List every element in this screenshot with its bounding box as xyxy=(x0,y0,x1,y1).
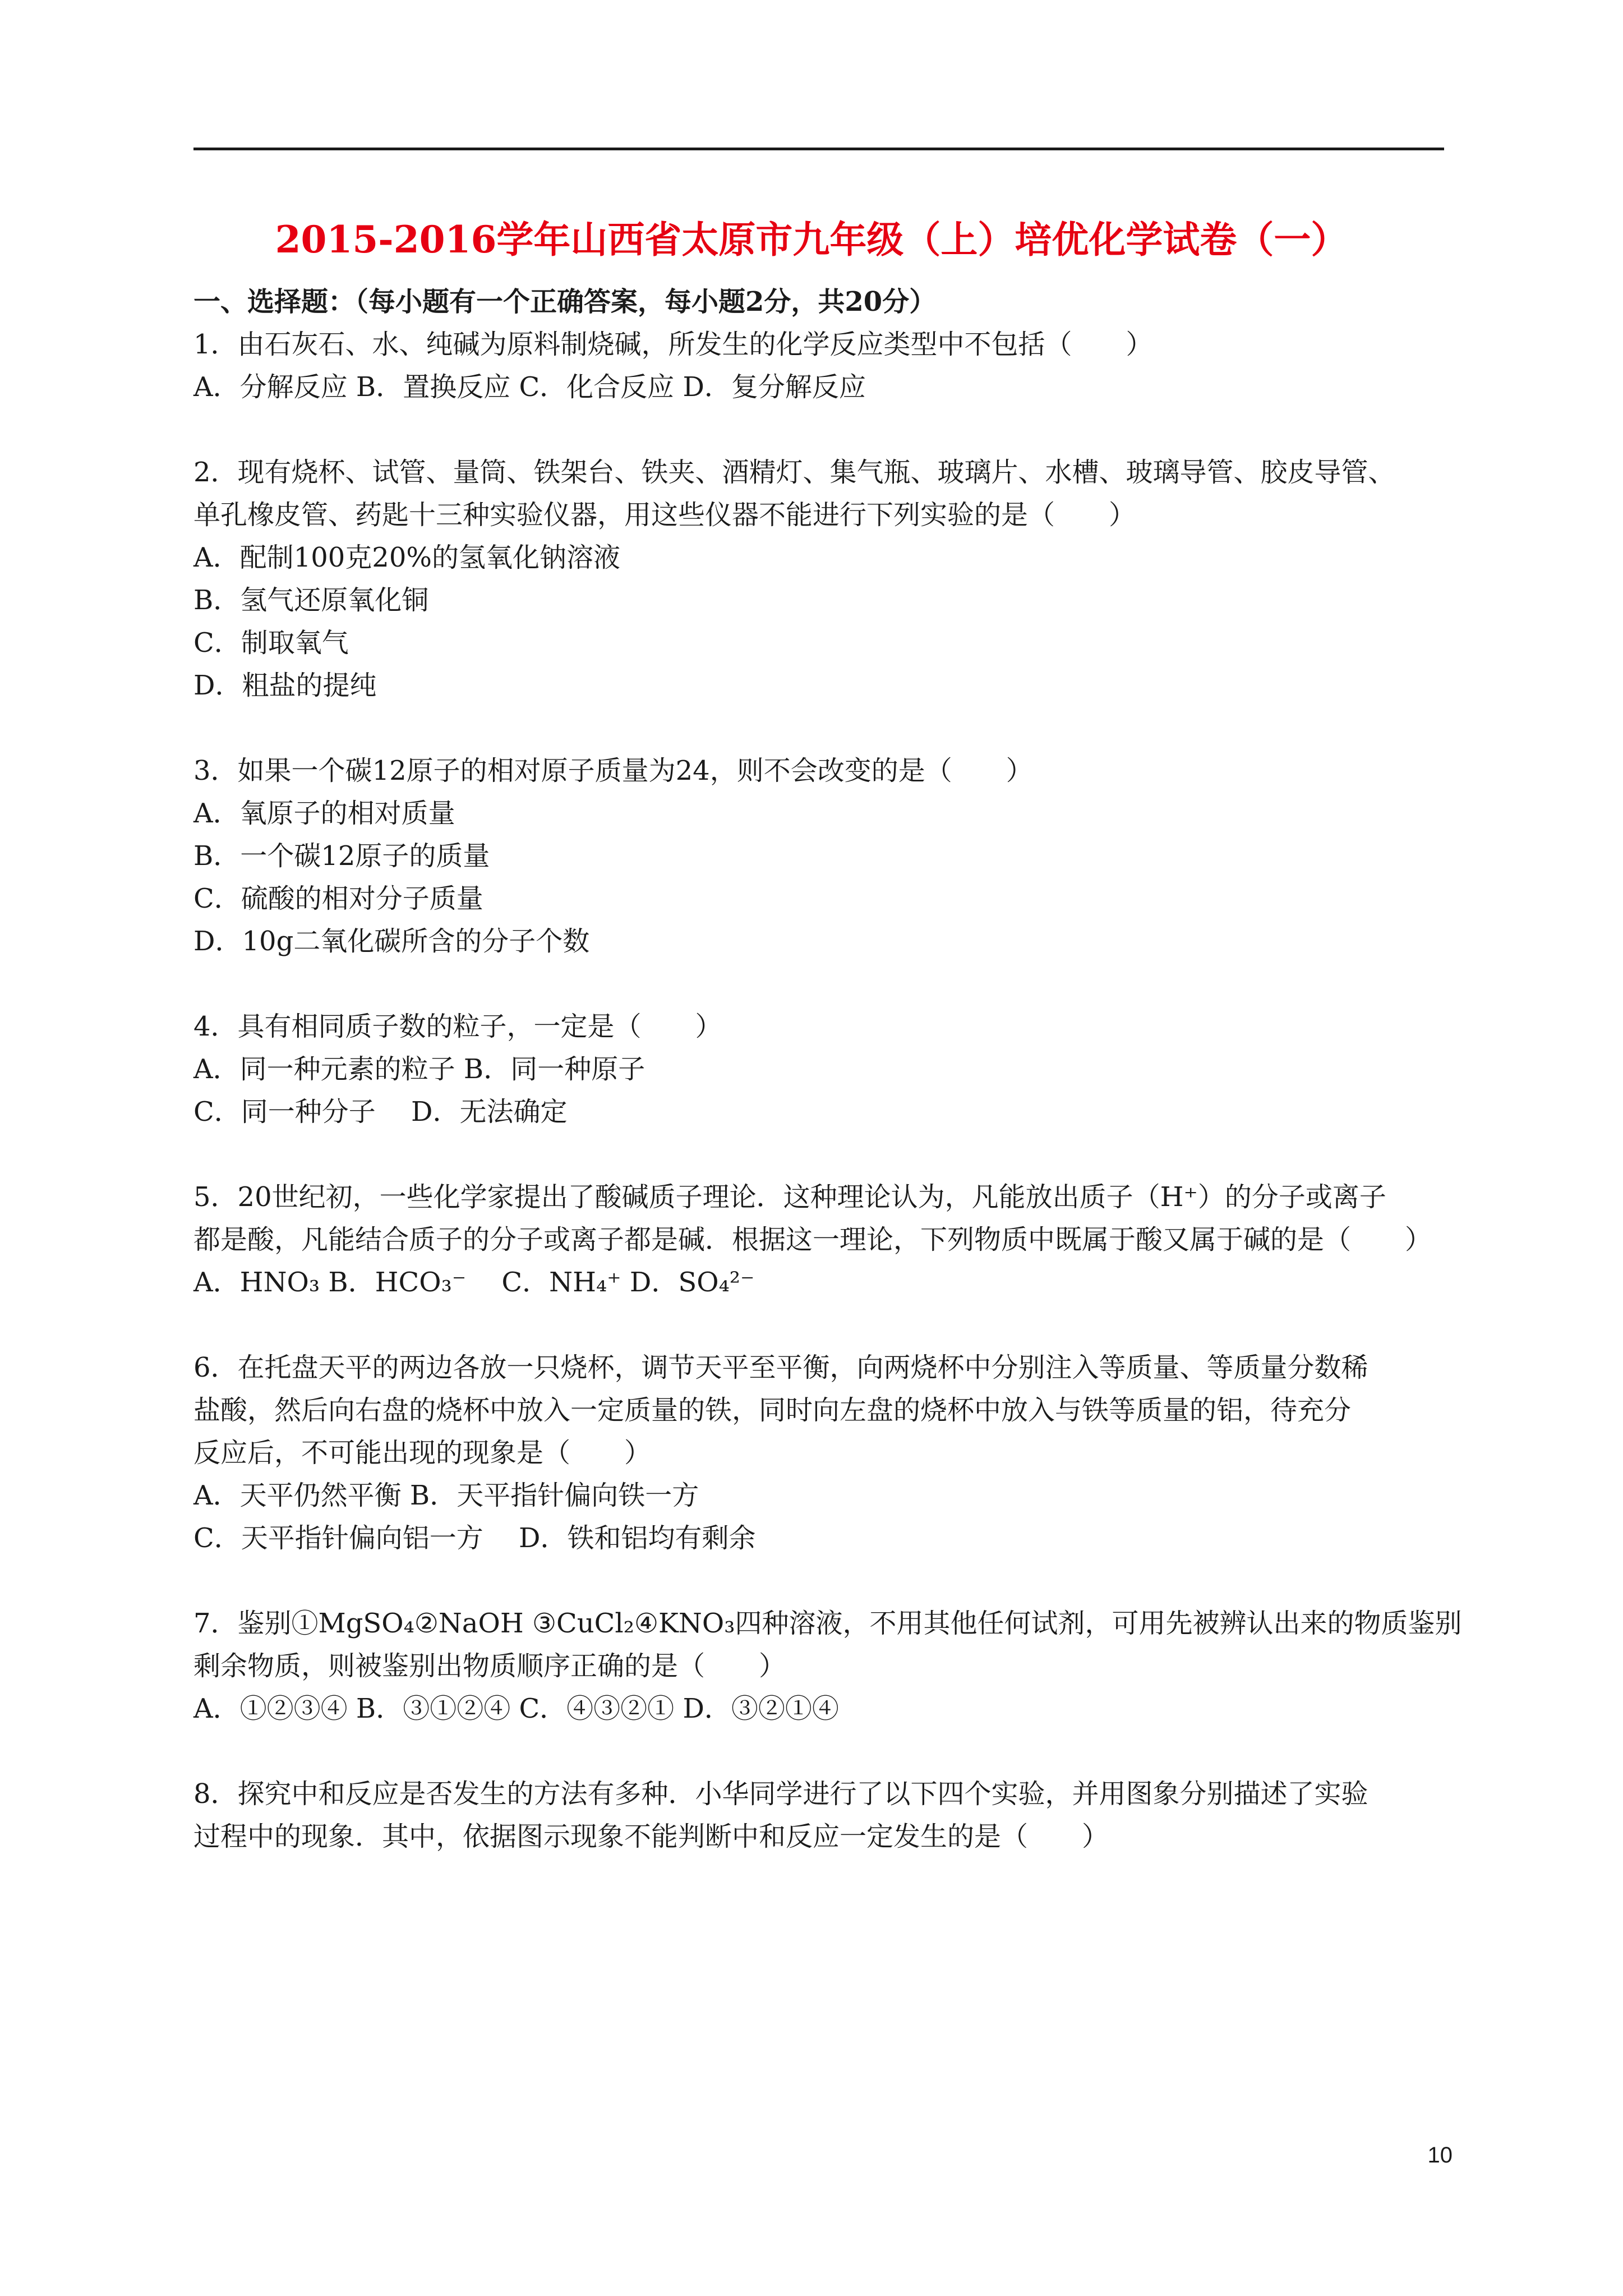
page-number: 10 xyxy=(1427,2143,1453,2168)
question-option: D．粗盐的提纯 xyxy=(193,670,377,701)
question-option: C．制取氧气 xyxy=(193,627,349,659)
question-option: C．硫酸的相对分子质量 xyxy=(193,883,483,914)
question-option: D．10g二氧化碳所含的分子个数 xyxy=(193,926,590,957)
question-6 xyxy=(193,1346,1444,1559)
exam-title: 2015-2016学年山西省太原市九年级（上）培优化学试卷（一） xyxy=(275,218,1348,261)
question-7 xyxy=(193,1602,1462,1730)
question-option: A．氧原子的相对质量 xyxy=(193,798,455,829)
question-stem: 过程中的现象．其中，依据图示现象不能判断中和反应一定发生的是（ ） xyxy=(193,1821,1109,1852)
question-stem: 2．现有烧杯、试管、量筒、铁架台、铁夹、酒精灯、集气瓶、玻璃片、水槽、玻璃导管、胶皮导管、 xyxy=(193,457,1395,488)
question-stem: 剩余物质，则被鉴别出物质顺序正确的是（ ） xyxy=(193,1650,786,1682)
question-option: B．一个碳12原子的质量 xyxy=(193,840,490,872)
question-option: A．配制100克20%的氢氧化钠溶液 xyxy=(193,542,620,573)
question-stem: 7．鉴别①MgSO₄②NaOH ③CuCl₂④KNO₃四种溶液，不用其他任何试剂，可用先被辨认出来的物质鉴别 xyxy=(193,1608,1462,1639)
question-option: C．天平指针偏向铝一方 D．铁和铝均有剩余 xyxy=(193,1522,756,1554)
question-1 xyxy=(193,323,1444,408)
question-stem: 3．如果一个碳12原子的相对原子质量为24，则不会改变的是（ ） xyxy=(193,755,1033,786)
question-option: A．同一种元素的粒子 B．同一种原子 xyxy=(193,1053,645,1085)
question-stem: 1．由石灰石、水、纯碱为原料制烧碱，所发生的化学反应类型中不包括（ ） xyxy=(193,329,1153,360)
question-option: A．①②③④ B．③①②④ C．④③②① D．③②①④ xyxy=(193,1693,839,1724)
question-option: B．氢气还原氧化铜 xyxy=(193,585,429,616)
question-stem: 8．探究中和反应是否发生的方法有多种．小华同学进行了以下四个实验，并用图象分别描述了实验 xyxy=(193,1778,1368,1810)
question-option: A．HNO₃ B．HCO₃⁻ C．NH₄⁺ D．SO₄²⁻ xyxy=(193,1267,755,1298)
section-heading: 一、选择题：（每小题有一个正确答案，每小题2分，共20分） xyxy=(193,286,937,318)
question-2 xyxy=(193,451,1444,707)
question-option: A．分解反应 B．置换反应 C．化合反应 D．复分解反应 xyxy=(193,371,866,403)
question-stem: 盐酸，然后向右盘的烧杯中放入一定质量的铁，同时向左盘的烧杯中放入与铁等质量的铝，待充分 xyxy=(193,1395,1352,1426)
exam-content xyxy=(193,280,1462,1858)
question-stem: 5．20世纪初，一些化学家提出了酸碱质子理论．这种理论认为，凡能放出质子（H⁺）的分子或离子 xyxy=(193,1181,1386,1213)
question-option: C．同一种分子 D．无法确定 xyxy=(193,1096,568,1128)
question-8 xyxy=(193,1773,1444,1858)
question-3 xyxy=(193,749,1444,963)
question-stem: 6．在托盘天平的两边各放一只烧杯，调节天平至平衡，向两烧杯中分别注入等质量、等质量分数稀 xyxy=(193,1352,1368,1383)
question-option: A．天平仍然平衡 B．天平指针偏向铁一方 xyxy=(193,1480,699,1511)
question-4 xyxy=(193,1005,1444,1133)
question-stem: 都是酸，凡能结合质子的分子或离子都是碱．根据这一理论，下列物质中既属于酸又属于碱的是（ ） xyxy=(193,1224,1432,1255)
question-stem: 4．具有相同质子数的粒子，一定是（ ） xyxy=(193,1011,722,1042)
header-rule xyxy=(193,148,1444,150)
question-stem: 反应后，不可能出现的现象是（ ） xyxy=(193,1437,652,1469)
question-5 xyxy=(193,1176,1444,1304)
question-stem: 单孔橡皮管、药匙十三种实验仪器，用这些仪器不能进行下列实验的是（ ） xyxy=(193,499,1136,531)
